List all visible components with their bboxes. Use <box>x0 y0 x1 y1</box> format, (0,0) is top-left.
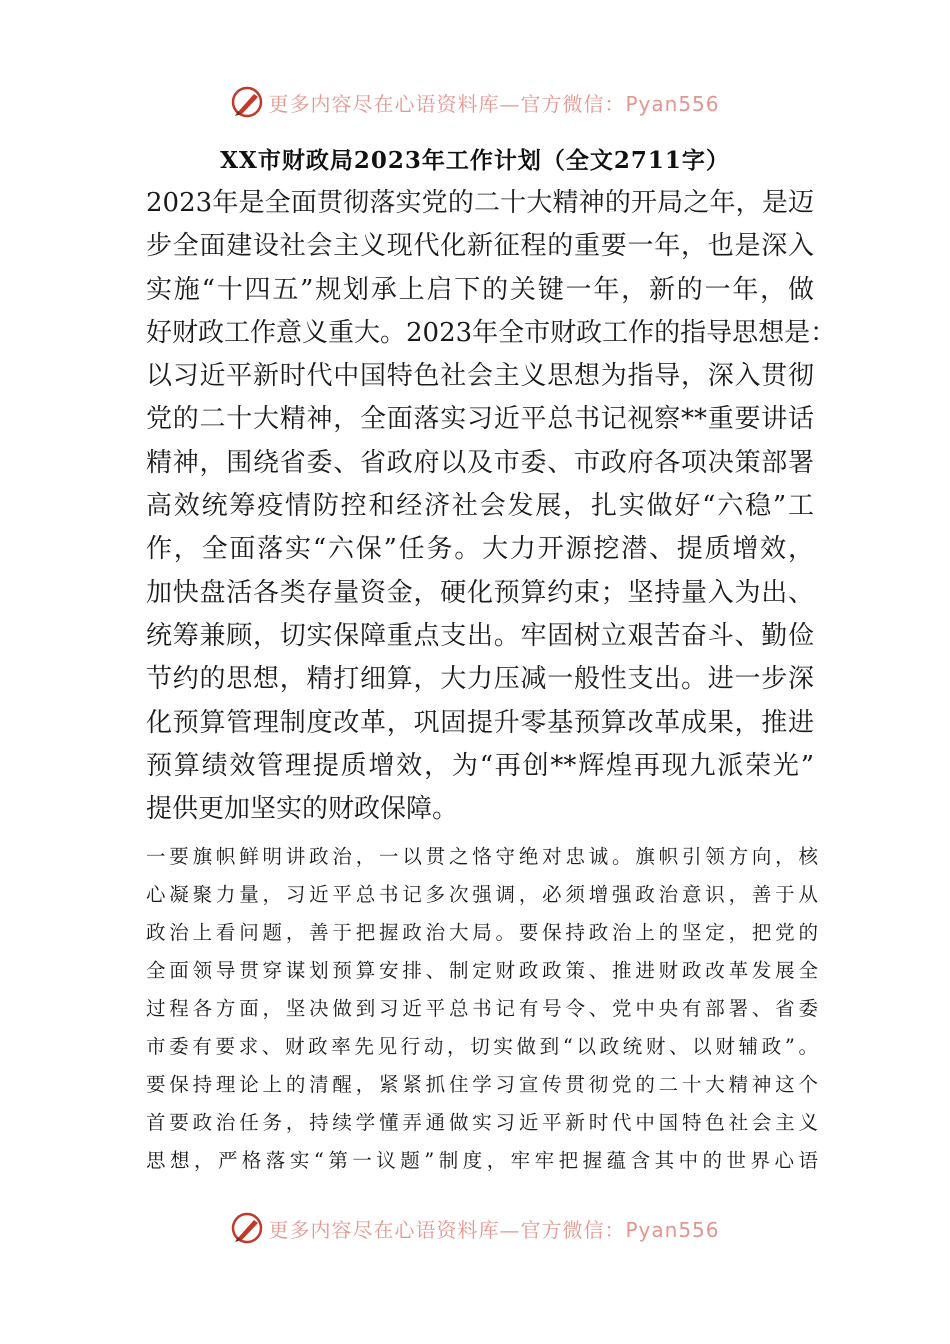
text-line: 精神，围绕省委、省政府以及市委、市政府各项决策部署 <box>146 447 814 478</box>
text-line: 加快盘活各类存量资金，硬化预算约束；坚持量入为出、 <box>146 577 814 608</box>
text-line: 全面领导贯穿谋划预算安排、制定财政政策、推进财政改革发展全 <box>146 959 818 982</box>
text-line: 提供更加坚实的财政保障。 <box>146 794 459 825</box>
text-line: 实施“十四五”规划承上启下的关键一年，新的一年，做 <box>146 274 814 305</box>
text-line: 步全面建设社会主义现代化新征程的重要一年，也是深入 <box>146 231 814 262</box>
text-line: 首要政治任务，持续学懂弄通做实习近平新时代中国特色社会主义 <box>146 1111 818 1134</box>
text-line: 心凝聚力量，习近平总书记多次强调，必须增强政治意识，善于从 <box>146 883 818 906</box>
text-line: 市委有要求、财政率先见行动，切实做到“以政统财、以财辅政”。 <box>146 1035 818 1058</box>
text-line: 作，全面落实“六保”任务。大力开源挖潜、提质增效， <box>146 534 814 565</box>
document-title: XX市财政局2023年工作计划（全文2711字） <box>220 147 730 174</box>
text-line: 好财政工作意义重大。2023年全市财政工作的指导思想是： <box>146 317 837 348</box>
pen-logo-icon <box>230 1211 264 1245</box>
section-paragraph <box>146 838 818 1180</box>
text-line: 以习近平新时代中国特色社会主义思想为指导，深入贯彻 <box>146 361 814 392</box>
text-line: 一要旗帜鲜明讲政治，一以贯之恪守绝对忠诚。旗帜引领方向，核 <box>146 845 818 868</box>
text-line: 思想，严格落实“第一议题”制度，牢牢把握蕴含其中的世界心语 <box>146 1149 818 1172</box>
text-line: 政治上看问题，善于把握政治大局。要保持政治上的坚定，把党的 <box>146 921 818 944</box>
pen-logo-icon <box>230 85 264 119</box>
text-line: 节约的思想，精打细算，大力压减一般性支出。进一步深 <box>146 664 814 695</box>
wechat-id: Pyan556 <box>625 91 720 116</box>
text-line: 2023年是全面贯彻落实党的二十大精神的开局之年，是迈 <box>146 188 814 218</box>
watermark-text: 更多内容尽在心语资料库—官方微信：Pyan556 <box>268 1217 720 1242</box>
wechat-id: Pyan556 <box>625 1217 720 1242</box>
text-line: 要保持理论上的清醒，紧紧抓住学习宣传贯彻党的二十大精神这个 <box>146 1073 818 1096</box>
watermark-text: 更多内容尽在心语资料库—官方微信：Pyan556 <box>268 91 720 116</box>
text-line: 统筹兼顾，切实保障重点支出。牢固树立艰苦奋斗、勤俭 <box>146 620 814 651</box>
intro-paragraph <box>146 182 837 831</box>
footer-watermark <box>0 1208 950 1248</box>
text-line: 党的二十大精神，全面落实习近平总书记视察**重要讲话 <box>146 404 814 435</box>
text-line: 预算绩效管理提质增效，为“再创**辉煌再现九派荣光” <box>146 750 814 781</box>
text-line: 高效统筹疫情防控和经济社会发展，扎实做好“六稳”工 <box>146 491 814 522</box>
text-line: 过程各方面，坚决做到习近平总书记有号令、党中央有部署、省委 <box>146 997 818 1020</box>
text-line: 化预算管理制度改革，巩固提升零基预算改革成果，推进 <box>146 707 814 738</box>
header-watermark <box>0 82 950 122</box>
